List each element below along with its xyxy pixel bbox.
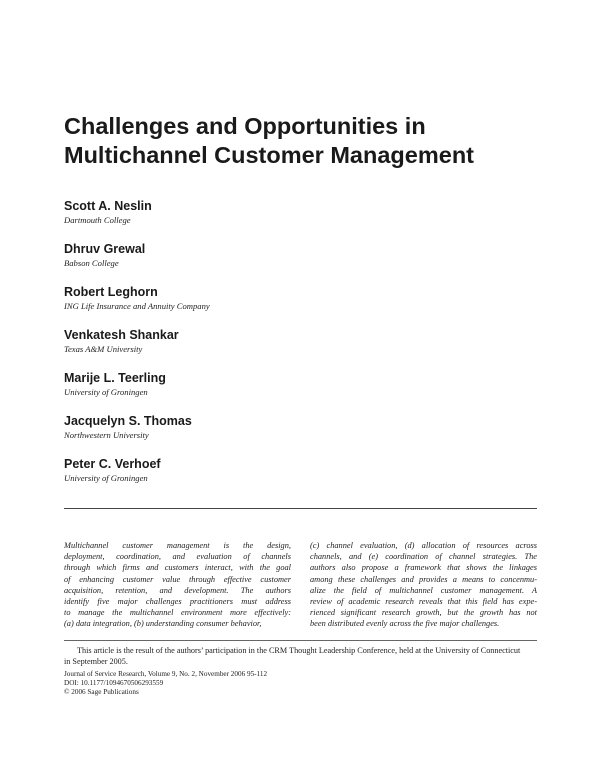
abstract-line: among these challenges and provides a means to concептu- bbox=[310, 574, 537, 584]
journal-copyright: © 2006 Sage Publications bbox=[64, 688, 139, 696]
abstract-line: (a) data integration, (b) understanding consumer behavior, bbox=[64, 619, 262, 629]
author-name: Venkatesh Shankar bbox=[64, 328, 179, 342]
footnote-line: in September 2005. bbox=[64, 657, 128, 666]
abstract-line: review of academic research reveals that this field has expe- bbox=[310, 597, 537, 607]
article-title-line-1: Challenges and Opportunities in bbox=[64, 113, 426, 139]
footnote-divider bbox=[64, 640, 537, 641]
abstract-line: (c) channel evaluation, (d) allocation of resources across bbox=[310, 541, 537, 550]
author-block bbox=[64, 241, 464, 269]
author-name: Jacquelyn S. Thomas bbox=[64, 414, 192, 428]
author-affiliation: Babson College bbox=[64, 258, 119, 268]
author-block bbox=[64, 456, 464, 484]
author-name: Robert Leghorn bbox=[64, 285, 158, 299]
author-affiliation: University of Groningen bbox=[64, 387, 148, 397]
article-title bbox=[64, 112, 564, 170]
abstract-line: alize the field of multichannel customer management. A bbox=[310, 585, 537, 595]
author-name: Marije L. Teerling bbox=[64, 371, 166, 385]
author-name: Dhruv Grewal bbox=[64, 242, 146, 256]
author-affiliation: Texas A&M University bbox=[64, 344, 143, 354]
author-block bbox=[64, 284, 464, 312]
abstract-line: authors also propose a framework that shows the linkages bbox=[310, 563, 537, 573]
author-block bbox=[64, 198, 464, 226]
journal-citation: Journal of Service Research, Volume 9, No. 2, November 2006 95-112 bbox=[64, 670, 268, 678]
abstract-line: deployment, coordination, and evaluation of channels bbox=[64, 552, 291, 562]
abstract-line: identify five major challenges practitioners must address bbox=[64, 597, 291, 607]
article-title-line-2: Multichannel Customer Management bbox=[64, 142, 474, 168]
abstract-line: been distributed evenly across the five major challenges. bbox=[310, 619, 500, 629]
author-affiliation: Dartmouth College bbox=[64, 215, 131, 225]
author-block bbox=[64, 413, 464, 441]
journal-info bbox=[64, 670, 364, 697]
author-affiliation: University of Groningen bbox=[64, 473, 148, 483]
title-divider bbox=[64, 508, 537, 509]
author-affiliation: Northwestern University bbox=[64, 430, 149, 440]
abstract-left-column bbox=[64, 540, 291, 630]
abstract-line: Multichannel customer management is the design, bbox=[64, 541, 291, 550]
author-block bbox=[64, 370, 464, 398]
journal-doi: DOI: 10.1177/1094670506293559 bbox=[64, 679, 164, 687]
footnote bbox=[64, 645, 539, 667]
author-block bbox=[64, 327, 464, 355]
abstract-line: to manage the multichannel environment more effectively: bbox=[64, 608, 291, 618]
abstract-right-column bbox=[310, 540, 537, 630]
author-name: Scott A. Neslin bbox=[64, 199, 152, 213]
abstract-line: of enhancing customer value through effective customer bbox=[64, 574, 291, 584]
author-name: Peter C. Verhoef bbox=[64, 457, 161, 471]
abstract-line: rienced significant research growth, but the growth has not bbox=[310, 608, 537, 618]
author-affiliation: ING Life Insurance and Annuity Company bbox=[64, 301, 210, 311]
abstract-line: through which firms and customers interact, with the goal bbox=[64, 563, 291, 573]
footnote-line: This article is the result of the authors’ participation in the CRM Thought Leadership Conference, held at the University of Connecticut bbox=[77, 646, 521, 655]
abstract-line: channels, and (e) coordination of channel strategies. The bbox=[310, 552, 537, 562]
abstract-line: acquisition, retention, and development. The authors bbox=[64, 585, 291, 595]
